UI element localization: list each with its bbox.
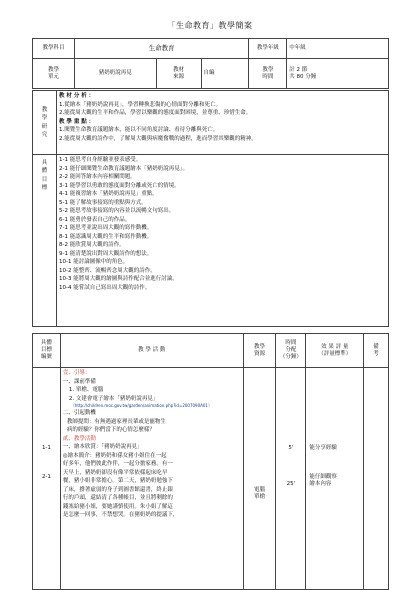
objective-item: 8-1 能認識周大觀的生平和寫作動機。 (59, 233, 153, 240)
note-header: 備 考 (364, 334, 389, 368)
objective-item: 10-3 能將周大觀的繪圖與詩作配合並進行討論。 (59, 276, 178, 283)
objective-item: 8-2 能欣賞周大觀的詩作。 (59, 242, 125, 249)
objective-item: 1-1 能思考自身經驗並發表感受。 (59, 157, 142, 163)
page-title: 「生命教育」教學簡案 (167, 21, 253, 30)
assessment-header: 效 果 評 量 （評量標準） (306, 334, 364, 368)
section-two-heading: 貳、教學活動 (62, 435, 96, 442)
activity-content: 壹、引導： 一、課前準備 1. 單槍、電腦 2. 文建會電子繪本「豬奶奶說再見」 （http://children.moc.gov.tw/garden/animation.php?id=2007090A01） 二、引起動機 教師提問：有無遇過家裡長輩或是寵物生 病的經驗？你們當下的心情怎麼樣？ 貳、教學活動 一、繪本欣賞：「豬奶奶說再見」 ◎繪本簡介：豬奶奶和孫女豬小姐住在一起 好多年，他們彼此作伴，一起分擔家務。有一 天早上，豬奶奶卻沒有像平常依樣起床吃早 餐，豬小姐非常擔心。第二天，豬奶奶勉強下 了床，撐著虛弱的身子到圖書館還書，終止銀 行的戶頭，還結清了各種帳目，並且將剩餘的 錢塞給豬小姐，要她謹慎使用。朱小姐了解這 是怎麼一回事，不禁想哭。在豬奶奶的提議下， (60, 368, 243, 590)
subject-value: 生命教育 (74, 39, 248, 59)
objective-item: 5-2 能思考故事接寫的內容並以流暢文句寫出。 (59, 208, 175, 215)
objective-item: 5-1 能了解故事接寫的重點與方式。 (59, 199, 147, 206)
material-value: 自編 (201, 59, 249, 89)
unit-label: 教學 單元 (33, 59, 75, 89)
note-cell (364, 368, 389, 590)
row-1-time: 5' (288, 445, 294, 451)
unit-value: 豬奶奶說再見 (74, 59, 156, 89)
objective-item: 10-4 能嘗試自己寫出周大觀的詩作。 (59, 284, 151, 291)
time-header: 時間 分配 （分鐘） (276, 334, 306, 368)
grade-label: 教學年級 (249, 39, 287, 59)
research-table (32, 90, 389, 327)
time-value: 計 2 節 共 80 分鐘 (287, 59, 389, 89)
material-label: 教材 來源 (156, 59, 201, 89)
row-2-objective: 2-1 (41, 473, 51, 480)
row-1-assessment: 能分享經驗 (309, 445, 337, 451)
time-cell (276, 368, 306, 590)
objective-item: 2-2 能回答繪本內容相關問題。 (59, 174, 136, 181)
objective-item: 4-1 能複習繪本「豬奶奶說再見」重點。 (59, 191, 158, 198)
objective-no-header: 具體 目標 編號 (33, 334, 61, 368)
subject-label: 教學科目 (33, 39, 75, 59)
objective-item: 6-1 能勇於發表自己的作品。 (59, 216, 131, 223)
grade-value: 中年級 (287, 39, 389, 59)
section-one-heading: 壹、引導： (62, 370, 91, 376)
row-1-objective: 1-1 (41, 445, 51, 451)
row-2-time: 25' (286, 480, 296, 487)
row-2-assessment-b: 繪本內容 (309, 480, 332, 487)
objective-item: 9-1 能清楚說出對周大觀詩作的想法。 (59, 250, 153, 257)
objective-item: 2-1 能仔細閱覽生命教育議題繪本「豬奶奶說再見」。 (59, 165, 188, 172)
resource-header: 教學 資源 (243, 334, 276, 368)
activity-header: 教 學 活 動 (60, 334, 243, 368)
objective-item: 7-1 能思考並說出周大觀的寫作動機。 (59, 225, 153, 232)
header-table (32, 38, 389, 89)
time-label: 教學 時間 (249, 59, 287, 89)
objectives-label: 具 體 目 標 (33, 155, 57, 327)
objectives-list (57, 155, 389, 327)
activity-table (32, 333, 389, 590)
objective-no-cell (33, 368, 61, 590)
objective-item: 3-1 能學習以勇敢的態度面對分離或死亡的情境。 (59, 182, 180, 189)
objective-item: 10-1 能討論圖像中的角色。 (59, 259, 129, 266)
row-2-assessment-a: 能仔細觀察 (309, 473, 337, 480)
resource-cell: 電腦 單槍 (243, 368, 276, 590)
objective-item: 10-2 能整齊、流暢齊念周大觀的詩作。 (59, 267, 156, 274)
research-content: 教 材 分 析 ： 1.從繪本「豬奶奶說再見」，學習轉換悲傷的心情面對分離和死亡。 2.能從周大觀的生平和作品，學習以樂觀的態度面對困境，並尊重、珍惜生命。 教 學 重 點 ： 1.閱覽生命教育議題繪本，能以不同角度討論、看待分離與死亡。 2.能從周大觀的詩作中，了解周大觀與病魔奮戰的過程，進而學習其樂觀的精神。 (57, 91, 389, 155)
assessment-cell (306, 368, 364, 590)
research-label: 教 學 研 究 (33, 91, 57, 155)
picture-book-link[interactable]: （http://children.moc.gov.tw/garden/animation.php?id=2007090A01） (70, 403, 212, 409)
